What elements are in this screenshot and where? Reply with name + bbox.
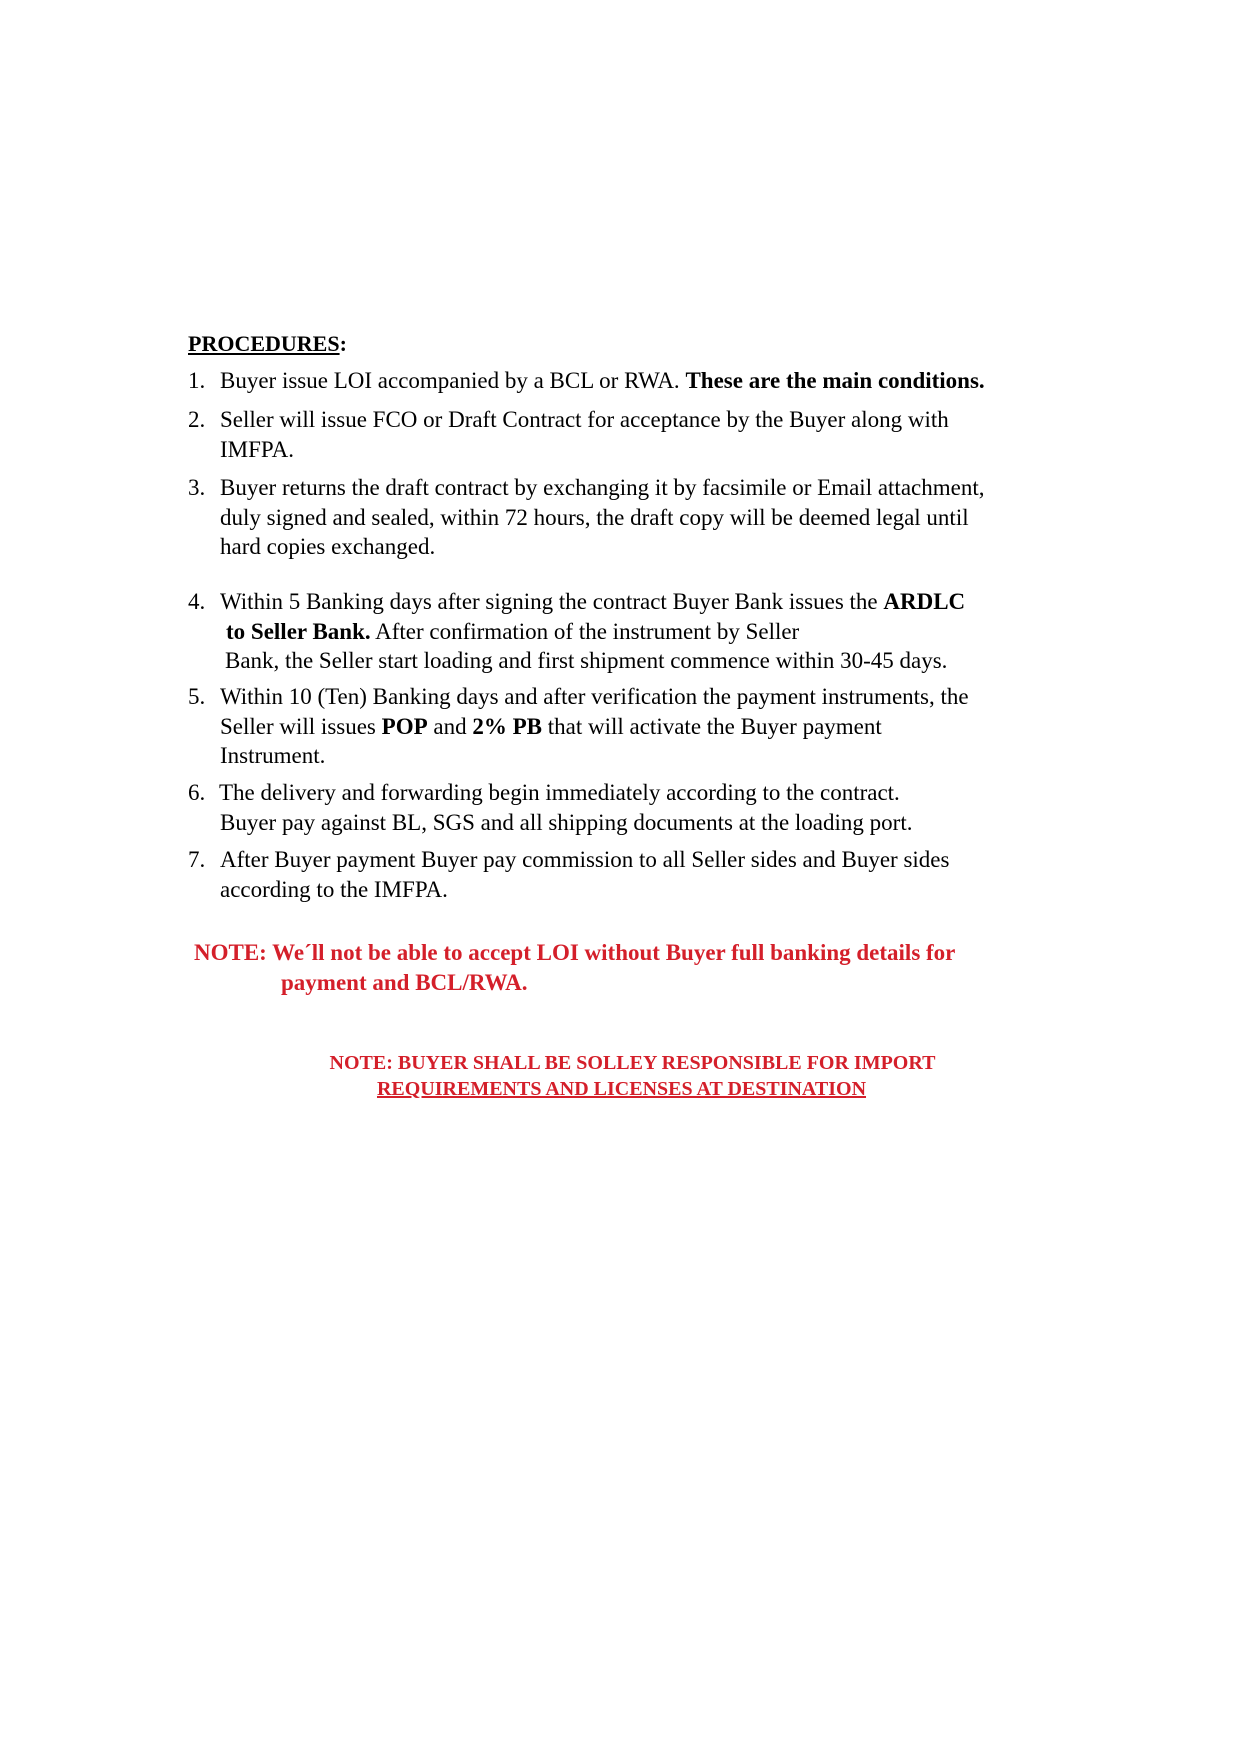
- item-line: The delivery and forwarding begin immediately according to the contract.: [219, 780, 900, 805]
- item-line: Buyer issue LOI accompanied by a BCL or RWA. These are the main conditions.: [220, 368, 985, 393]
- note-line: NOTE: BUYER SHALL BE SOLLEY RESPONSIBLE FOR IMPORT: [329, 1052, 936, 1074]
- emphasis-text: 2% PB: [472, 713, 542, 739]
- item-number: 1.: [188, 368, 206, 393]
- item-number: 4.: [188, 589, 206, 614]
- item-line: Instrument.: [220, 743, 326, 768]
- item-line: Within 10 (Ten) Banking days and after verification the payment instruments, the: [220, 684, 969, 709]
- item-number: 6.: [188, 780, 206, 805]
- procedures-heading: PROCEDURES:: [188, 331, 347, 356]
- procedure-item-7: [188, 845, 949, 904]
- item-line: Seller will issues POP and 2% PB that will activate the Buyer payment: [220, 713, 882, 739]
- item-line: hard copies exchanged.: [220, 534, 436, 559]
- procedure-item-4: [188, 587, 965, 676]
- note-line: payment and BCL/RWA.: [281, 969, 528, 995]
- item-line: Buyer pay against BL, SGS and all shipping documents at the loading port.: [220, 809, 913, 835]
- procedure-item-6: [188, 778, 912, 837]
- emphasis-text: POP: [381, 713, 428, 739]
- item-number: 7.: [188, 847, 206, 872]
- item-line: Seller will issue FCO or Draft Contract for acceptance by the Buyer along with: [220, 407, 949, 432]
- note-line: NOTE: We´ll not be able to accept LOI without Buyer full banking details for: [194, 940, 956, 965]
- procedure-item-2: [188, 405, 949, 464]
- item-line: Within 5 Banking days after signing the contract Buyer Bank issues the ARDLC: [220, 589, 966, 614]
- item-line: duly signed and sealed, within 72 hours, the draft copy will be deemed legal until: [220, 504, 969, 530]
- emphasis-text: These are the main conditions.: [685, 368, 985, 393]
- emphasis-text: ARDLC: [883, 589, 966, 614]
- procedure-item-3: [188, 473, 984, 562]
- item-line: to Seller Bank. After confirmation of the instrument by Seller: [226, 618, 800, 644]
- item-line: Bank, the Seller start loading and first shipment commence within 30-45 days.: [225, 648, 948, 673]
- item-line: After Buyer payment Buyer pay commission to all Seller sides and Buyer sides: [220, 847, 950, 872]
- import-responsibility-note: [0, 1050, 1241, 1102]
- item-line: according to the IMFPA.: [220, 876, 448, 902]
- item-line: Buyer returns the draft contract by exchanging it by facsimile or Email attachment,: [220, 475, 985, 500]
- procedure-item-1: [188, 366, 985, 396]
- item-number: 5.: [188, 684, 206, 709]
- emphasis-text: to Seller Bank.: [226, 618, 371, 644]
- procedure-item-5: [188, 682, 969, 771]
- item-number: 2.: [188, 407, 206, 432]
- item-number: 3.: [188, 475, 206, 500]
- banking-details-note: [194, 938, 955, 997]
- note-line: REQUIREMENTS AND LICENSES AT DESTINATION: [376, 1078, 867, 1100]
- item-line: IMFPA.: [220, 436, 294, 462]
